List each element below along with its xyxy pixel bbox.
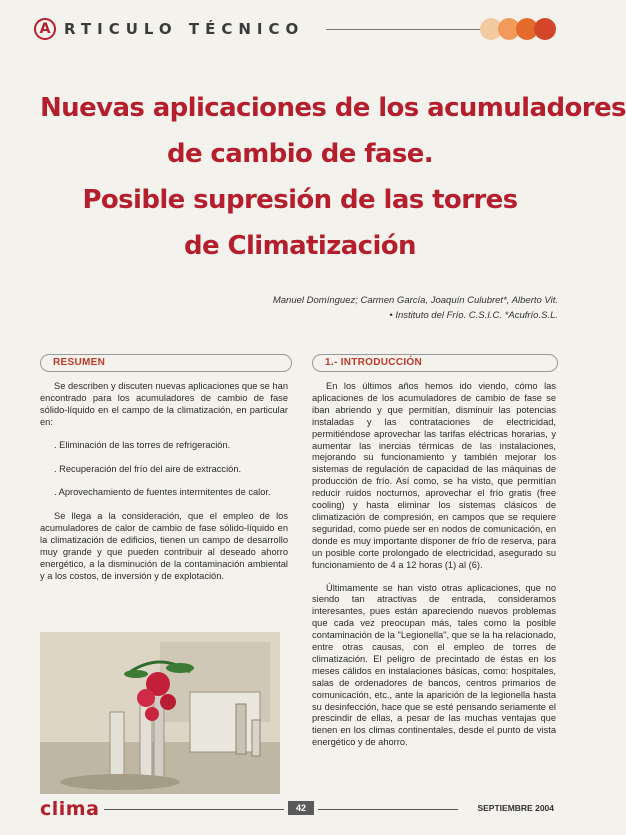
title-line-4: de Climatización [184,231,416,261]
section-letter-badge: A [34,18,56,40]
footer-rule-right [318,809,458,810]
authors-block [273,293,558,323]
resumen-heading-box [40,354,292,372]
header-divider [326,29,496,30]
footer-rule-left [104,809,284,810]
resumen-item-1: . Eliminación de las torres de refrigeración. [54,439,231,450]
resumen-item-3: . Aprovechamiento de fuentes intermitentes de calor. [54,487,271,498]
dot-4 [534,18,556,40]
intro-paragraph-2: Últimamente se han visto otras aplicaciones, que no siendo tan atractivas de entrada, consideramos interesantes, pues están apareciendo nuevos problemas que cada vez preocupan más, tales como la posible contaminación de la "Legionella", que se la ha relacionado, entre otras causas, con el empleo de torres de climatización. El peligro de precintado de éstas en los meses cálidos en instalaciones básicas, como: hospitales, salas de ordenadores de bancos, centros primarios de comunicación, etc., ante la aparición de la legionella hasta su desinfección, hace que se esté pensando seriamente el prescindir de ellas, a pesar de las muchas ventajas que tienen en los climas continentales, desde el punto de vista energético y de ahorro. [312,582,556,748]
authors-names: Manuel Domínguez; Carmen García, Joaquín Culubret*, Alberto Vit. [272,295,558,306]
issue-date: SEPTIEMBRE 2004 [477,803,554,813]
title-line-2: de cambio de fase. [166,139,434,169]
intro-paragraph-1: En los últimos años hemos ido viendo, cómo las aplicaciones de los acumuladores de cambio de fase se iban abriendo y que permitían, disminuir las potencias instaladas y las contrataciones de electricidad, permitiéndose aprovechar las tarifas eléctricas horarias, y aumentar las inercias térmicas de las instalaciones, mejorando su funcionamiento y también mejorar los sistemas de regulación de capacidad de las máquinas de producción de frío. Así como, se ha visto, que permitían reducir ruidos nocturnos, aprovechar el frío gratis (free cooling) y hasta eliminar los sistemas clásicos de climatización de compresión, en campos que se requiere seguridad, como puede ser en nodos de comunicación, en donde es muy importante disponer de frío de reserva, para un posible corte prolongado de electricidad, asegurado su funcionamiento de 4 a 12 horas (1) al (6). [312,381,556,570]
intro-heading: 1.- INTRODUCCIÓN [325,357,423,368]
intro-column [312,381,556,760]
authors-affiliation: • Instituto del Frío. C.S.I.C. *Acufrío.S.L. [389,310,558,321]
decorative-dots [484,18,556,40]
section-header [26,10,556,50]
resumen-conclusion: Se llega a la consideración, que el empleo de los acumuladores de calor de cambio de fase sólido-líquido en la climatización de edificios, tienen un campo de desarrollo muy grande y que pueden contribuir al deseado ahorro energético, a la disminución de la contaminación ambiental y a los costos, de inversión y de explotación. [40,511,288,581]
resumen-column [40,381,288,594]
page-number: 42 [288,801,314,815]
magazine-logo: clima [40,798,100,820]
section-title: RTICULO TÉCNICO [64,20,305,38]
resumen-item-2: . Recuperación del frío del aire de extracción. [54,463,242,474]
article-title [40,85,626,269]
title-line-3: Posible supresión de las torres [82,185,518,215]
title-line-1: Nuevas aplicaciones de los acumuladores [40,93,626,123]
resumen-heading: RESUMEN [53,357,106,368]
lab-photo-illustration [40,632,280,794]
resumen-intro: Se describen y discuten nuevas aplicaciones que se han encontrado para los acumuladores de cambio de fase sólido-líquido en el campo de la climatización, en particular en: [40,381,288,427]
intro-heading-box [312,354,558,372]
lab-photo [40,632,280,794]
